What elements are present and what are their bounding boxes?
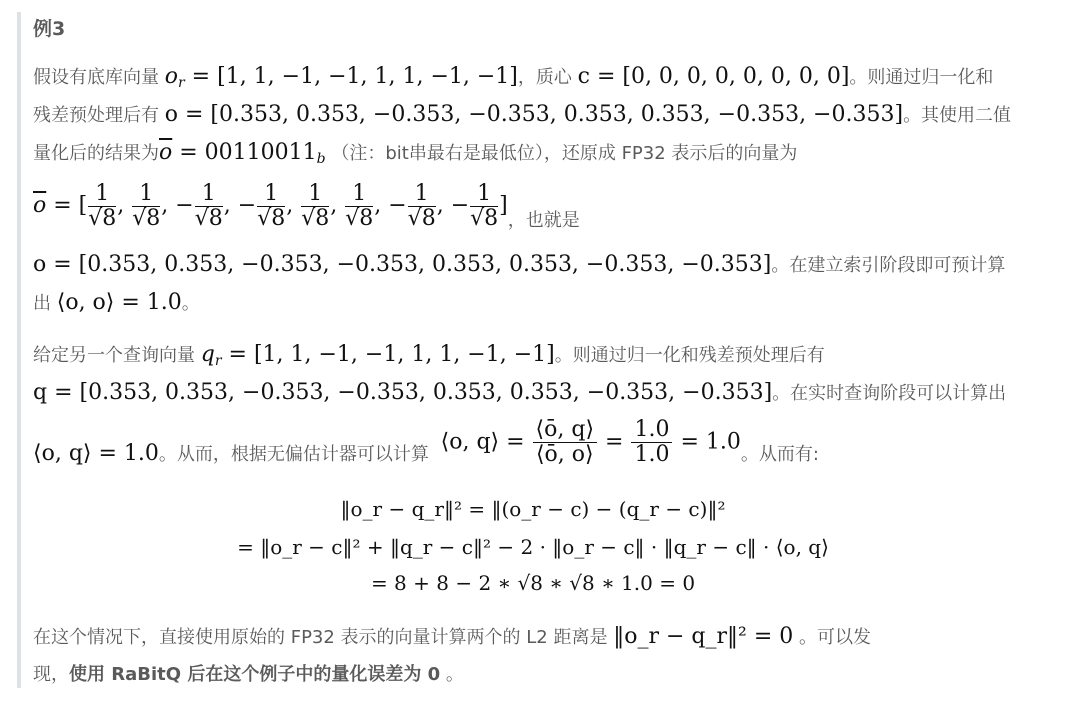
- para3-line1: [33, 622, 871, 652]
- text: 。从而有:: [740, 444, 819, 465]
- para1-line1: [33, 62, 993, 92]
- text: 现，: [33, 664, 69, 685]
- math-q-normalized: q = [0.353, 0.353, −0.353, −0.353, 0.353, 0.353, −0.353, −0.353]: [33, 380, 773, 405]
- equation-line1: ‖o_r − q_r‖² = ‖(o_r − c) − (q_r − c)‖²: [340, 497, 726, 521]
- math-o-normalized: o = [0.353, 0.353, −0.353, −0.353, 0.353, 0.353, −0.353, −0.353]: [164, 102, 904, 127]
- para2-line2: [33, 378, 1006, 408]
- text: 出: [33, 293, 51, 314]
- text: 。可以发: [798, 627, 871, 648]
- math-unbiased-estimator: ⟨o, q⟩ = $\frac{⟨ō, q⟩}{⟨ō, o⟩}$ = $\frac{1.0}{1.0}$ = 1.0: [440, 417, 741, 467]
- text: 。其使用二值: [903, 105, 1012, 126]
- text: 。在建立索引阶段即可预计算: [771, 255, 1006, 276]
- math-l2-distance: ‖o_r − q_r‖² = 0: [613, 624, 794, 649]
- text: 。: [181, 293, 200, 314]
- text: 给定另一个查询向量: [33, 345, 195, 366]
- math-qr: $q_r = [1$, 1, −1, −1, 1, 1, −1, −1]: [200, 342, 555, 369]
- para3-line2: [33, 660, 464, 690]
- para1-line4: [33, 176, 580, 236]
- text: 。则通过归一化和: [849, 67, 994, 88]
- text: 。: [445, 664, 464, 685]
- math-or: $o_r = [1$, 1, −1, −1, 1, 1, −1, −1]: [164, 64, 518, 91]
- fraction-one-over-sqrt8: $\frac{1}{√8}$: [301, 180, 330, 231]
- para1-line6: [33, 288, 200, 318]
- fraction-one-over-sqrt8: $\frac{1}{√8}$: [132, 180, 161, 231]
- math-o-bar-fractions: $\overline{o}$ = [ $\frac{1}{√8}$ , $\frac{1}{√8}$ , − $\frac{1}{√8}$ , − $\frac{1}{√8}$ , $\frac{1}{√8}$ , $\frac{1}{√8}$ , − $\frac{1}{√8}$ , − $\frac{1}{√8}$ ]: [33, 180, 508, 231]
- text: 量化后的结果为: [33, 143, 159, 164]
- example-title: 例3: [33, 18, 66, 40]
- text: 残差预处理后有: [33, 105, 159, 126]
- text: （注：bit串最右是最低位），还原成 FP32 表示后的向量为: [331, 143, 798, 164]
- equation-line2: = ‖o_r − c‖² + ‖q_r − c‖² − 2 · ‖o_r − c‖ · ‖q_r − c‖ · ⟨o, q⟩: [237, 535, 829, 559]
- math-o-bar-values: o = [0.353, 0.353, −0.353, −0.353, 0.353, 0.353, −0.353, −0.353]: [33, 252, 772, 277]
- math-inner-product-o: ⟨o, o⟩ = 1.0: [56, 290, 182, 315]
- blockquote-border: [17, 12, 21, 688]
- text: 。则通过归一化和残差预处理后有: [554, 345, 825, 366]
- text: ，也就是: [507, 210, 580, 231]
- conclusion-bold: 使用 RaBitQ 后在这个例子中的量化误差为 0: [69, 664, 441, 685]
- text: ，质心: [517, 67, 572, 88]
- para1-line5: [33, 250, 1005, 280]
- text: 。在实时查询阶段可以计算出: [772, 383, 1007, 404]
- math-inner-product-q: ⟨o, q⟩ = 1.0: [33, 441, 159, 466]
- text: 。从而，根据无偏估计器可以计算: [158, 444, 429, 465]
- fraction-one-over-sqrt8: $\frac{1}{√8}$: [345, 180, 374, 231]
- math-centroid: c = [0, 0, 0, 0, 0, 0, 0, 0]: [577, 64, 850, 89]
- equation-line3: = 8 + 8 − 2 ∗ √8 ∗ √8 ∗ 1.0 = 0: [370, 571, 696, 595]
- para2-line3: [33, 418, 819, 484]
- fraction-one-over-sqrt8: $\frac{1}{√8}$: [257, 180, 286, 231]
- fraction-one-over-sqrt8: $\frac{1}{√8}$: [88, 180, 117, 231]
- para1-line2: [33, 100, 1011, 130]
- fraction-one-over-sqrt8: $\frac{1}{√8}$: [470, 180, 499, 231]
- para1-line3: [33, 138, 797, 168]
- fraction-one-over-sqrt8: $\frac{1}{√8}$: [194, 180, 223, 231]
- math-bitstring: $\overline{o} = 00110011_b$: [159, 140, 326, 167]
- para2-line1: [33, 340, 825, 370]
- text: 假设有底库向量: [33, 67, 159, 88]
- fraction-one-over-sqrt8: $\frac{1}{√8}$: [407, 180, 436, 231]
- text: 在这个情况下，直接使用原始的 FP32 表示的向量计算两个的 L2 距离是: [33, 627, 608, 648]
